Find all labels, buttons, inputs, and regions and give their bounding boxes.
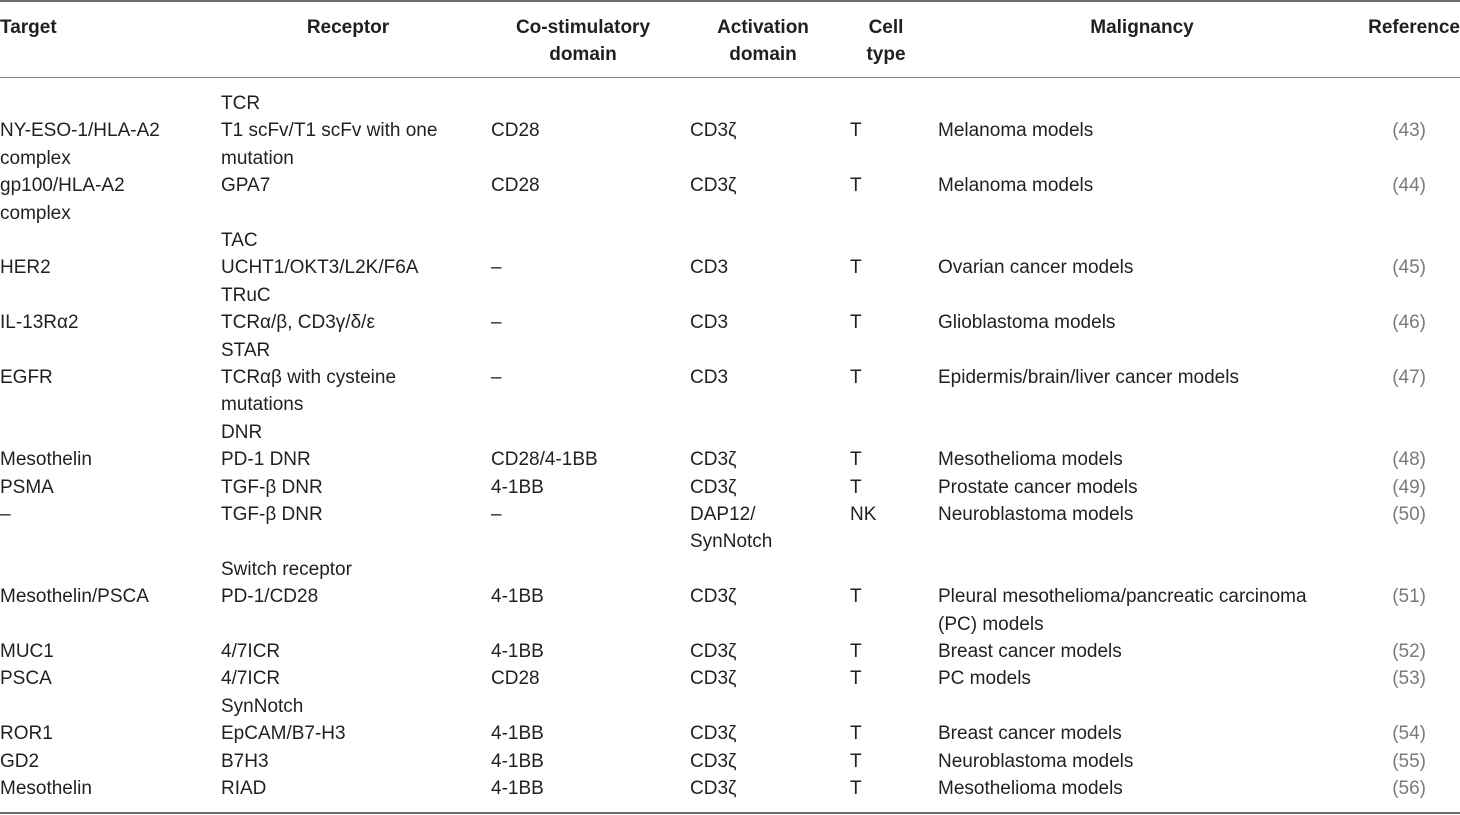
cell-celltype: T [850,668,862,690]
cell-reference [1392,117,1426,144]
cell-activation [690,254,728,281]
cell-receptor-line: TGF-β DNR [221,476,323,498]
header-divider-rule [0,77,1460,78]
header-malignancy: Malignancy [1090,17,1194,38]
cell-activation [690,638,736,665]
cell-reference [1392,583,1426,610]
cell-receptor-line: TGF-β DNR [221,504,323,525]
cell-costim: 4-1BB [491,586,544,608]
cell-reference [1392,446,1426,473]
reference-close-paren: ) [1419,504,1426,525]
header-receptor: Receptor [306,17,390,38]
cell-target-line: – [0,504,11,525]
cell-activation [690,309,728,336]
cell-receptor-line: GPA7 [221,175,271,197]
cell-target [0,501,11,528]
cell-costim: 4-1BB [491,723,544,745]
cell-costim: 4-1BB [491,750,544,772]
cell-target-line: gp100/HLA-A2 [0,175,125,197]
cell-activation-line: CD3 [690,367,729,388]
cell-costim: CD28 [491,668,540,690]
cell-costim: 4-1BB [491,476,544,498]
cell-activation [690,501,772,556]
cell-celltype: T [850,723,862,745]
cell-target-line: Mesothelin/PSCA [0,586,149,608]
cell-costim: – [491,367,502,388]
cell-target-line: EGFR [0,367,53,388]
reference-open-paren: ( [1392,367,1399,388]
header-activation-line2: domain [729,44,797,65]
reference-open-paren: ( [1392,476,1399,498]
cell-receptor-line: 4/7ICR [221,668,281,690]
cell-receptor-line: EpCAM/B7-H3 [221,723,346,745]
cell-target [0,309,79,336]
cell-celltype: T [850,778,862,799]
cell-target-line: PSMA [0,476,54,498]
cell-receptor-line: RIAD [221,778,267,799]
table-top-rule [0,0,1460,2]
cell-costim: CD28 [491,175,540,197]
cell-celltype: T [850,367,862,388]
cell-target-line: PSCA [0,668,52,690]
cell-activation-line: CD3ζ [690,449,737,471]
cell-malignancy [938,117,1093,144]
cell-malignancy-line: Neuroblastoma models [938,750,1134,772]
cell-target [0,474,54,501]
receptor-group-label: TAC [221,230,258,251]
receptor-group-label: TCR [221,93,261,114]
cell-receptor [221,364,396,419]
cell-activation-line: DAP12/ [690,504,756,525]
reference-link[interactable]: 46 [1398,312,1420,334]
cell-receptor [221,748,269,775]
cell-reference [1392,501,1426,528]
cell-target-line: MUC1 [0,641,54,662]
cell-activation [690,775,736,802]
cell-target [0,446,92,473]
cell-activation [690,474,736,501]
cell-receptor-line: TCRαβ with cysteine [221,367,397,388]
cell-celltype: T [850,641,862,662]
reference-link[interactable]: 53 [1398,668,1420,690]
cell-receptor-line: UCHT1/OKT3/L2K/F6A [221,257,419,279]
cell-malignancy-line: Melanoma models [938,175,1094,197]
reference-open-paren: ( [1392,668,1399,690]
reference-link[interactable]: 50 [1398,504,1420,525]
reference-close-paren: ) [1419,750,1426,772]
reference-open-paren: ( [1392,586,1399,608]
cell-malignancy-line: Ovarian cancer models [938,257,1134,279]
cell-target-line: Mesothelin [0,778,92,799]
cell-receptor [221,501,323,528]
cell-activation [690,364,728,391]
header-reference: Reference [1368,17,1460,38]
header-target: Target [0,17,57,38]
cell-receptor [221,446,311,473]
reference-close-paren: ) [1419,641,1426,662]
reference-close-paren: ) [1419,175,1426,197]
header-celltype-line2: type [866,44,906,65]
cell-costim: – [491,257,502,279]
cell-celltype: T [850,476,862,498]
reference-open-paren: ( [1392,723,1399,745]
cell-target [0,748,39,775]
header-costim-line2: domain [549,44,617,65]
cell-target [0,583,149,610]
reference-link[interactable]: 49 [1398,476,1420,498]
cell-malignancy-line: PC models [938,668,1031,690]
cell-reference [1392,665,1426,692]
header-celltype-line1: Cell [868,17,904,38]
cell-malignancy [938,364,1239,391]
reference-close-paren: ) [1419,257,1426,279]
cell-activation-line: SynNotch [690,531,773,553]
reference-link[interactable]: 55 [1398,750,1420,772]
reference-close-paren: ) [1419,778,1426,799]
reference-open-paren: ( [1392,750,1399,772]
receptor-group-label: SynNotch [221,695,304,717]
receptor-group-label: STAR [221,339,271,361]
reference-link[interactable]: 47 [1398,367,1420,388]
cell-activation [690,583,736,610]
reference-close-paren: ) [1419,449,1426,471]
reference-close-paren: ) [1419,312,1426,334]
cell-activation-line: CD3 [690,257,729,279]
cell-receptor-line: PD-1 DNR [221,449,311,471]
cell-malignancy-line: Melanoma models [938,120,1094,142]
reference-link[interactable]: 43 [1398,120,1420,142]
cell-malignancy [938,665,1031,692]
cell-malignancy [938,446,1123,473]
reference-close-paren: ) [1419,476,1426,498]
cell-target [0,364,53,391]
cell-malignancy-line: Neuroblastoma models [938,504,1134,525]
cell-reference [1392,172,1426,199]
cell-activation [690,446,736,473]
cell-activation-line: CD3ζ [690,641,737,662]
cell-receptor-line: mutation [221,147,294,169]
reference-close-paren: ) [1419,668,1426,690]
cell-receptor [221,117,437,172]
cell-target-line: complex [0,202,71,224]
reference-link[interactable]: 48 [1398,449,1420,471]
table-bottom-rule [0,812,1460,814]
reference-close-paren: ) [1419,723,1426,745]
cell-activation-line: CD3ζ [690,175,737,197]
cell-target [0,775,92,802]
reference-open-paren: ( [1392,449,1399,471]
cell-malignancy [938,172,1093,199]
reference-link[interactable]: 45 [1398,257,1420,279]
reference-close-paren: ) [1419,586,1426,608]
cell-celltype: T [850,750,862,772]
cell-malignancy [938,474,1138,501]
cell-activation [690,748,736,775]
cell-target [0,665,52,692]
cell-malignancy-line: Prostate cancer models [938,476,1138,498]
cell-target-line: NY-ESO-1/HLA-A2 [0,120,160,142]
reference-link[interactable]: 44 [1398,175,1420,197]
cell-activation [690,172,736,199]
cell-receptor-line: TCRα/β, CD3γ/δ/ε [221,312,375,334]
cell-malignancy-line: Epidermis/brain/liver cancer models [938,367,1239,388]
reference-open-paren: ( [1392,257,1399,279]
cell-celltype: T [850,120,862,142]
cell-malignancy [938,309,1115,336]
cell-target-line: Mesothelin [0,449,92,471]
header-activation [705,14,821,68]
cell-receptor [221,254,418,281]
cell-reference [1392,775,1426,802]
cell-celltype: NK [850,504,877,525]
cell-receptor-line: mutations [221,394,304,416]
cell-malignancy-line: Breast cancer models [938,641,1122,662]
cell-reference [1392,364,1426,391]
cell-celltype: T [850,175,862,197]
cell-activation-line: CD3ζ [690,668,737,690]
cell-malignancy-line: Breast cancer models [938,723,1122,745]
cell-receptor [221,775,266,802]
cell-activation-line: CD3ζ [690,778,737,799]
cell-activation-line: CD3 [690,312,729,334]
cell-target-line: GD2 [0,750,40,772]
cell-receptor [221,638,280,665]
cell-activation-line: CD3ζ [690,120,737,142]
reference-open-paren: ( [1392,312,1399,334]
cell-receptor-line: B7H3 [221,750,269,772]
cell-activation [690,117,736,144]
cell-target-line: HER2 [0,257,51,279]
cell-malignancy [938,254,1133,281]
cell-costim: – [491,504,502,525]
reference-link[interactable]: 51 [1398,586,1420,608]
cell-costim: 4-1BB [491,641,544,662]
cell-malignancy-line: (PC) models [938,613,1044,635]
cell-reference [1392,474,1426,501]
reference-open-paren: ( [1392,778,1399,799]
receptor-group-label: DNR [221,421,263,443]
header-activation-line1: Activation [717,17,809,38]
reference-close-paren: ) [1419,120,1426,142]
cell-receptor [221,309,375,336]
reference-link[interactable]: 52 [1398,641,1420,662]
cell-malignancy [938,720,1122,747]
reference-open-paren: ( [1392,175,1399,197]
cell-activation-line: CD3ζ [690,750,737,772]
cell-reference [1392,638,1426,665]
cell-target-line: complex [0,147,71,169]
reference-open-paren: ( [1392,120,1399,142]
cell-reference [1392,748,1426,775]
cell-receptor [221,583,318,610]
cell-costim: CD28/4-1BB [491,449,598,471]
cell-reference [1392,309,1426,336]
cell-receptor [221,720,346,747]
header-celltype [858,14,914,68]
reference-link[interactable]: 56 [1398,778,1420,799]
cell-target [0,638,54,665]
cell-activation-line: CD3ζ [690,723,737,745]
cell-costim: CD28 [491,120,540,142]
cell-celltype: T [850,257,862,279]
cell-target [0,117,160,172]
cell-activation [690,720,736,747]
cell-reference [1392,254,1426,281]
cell-activation [690,665,736,692]
cell-target-line: IL-13Rα2 [0,312,79,334]
cell-target-line: ROR1 [0,723,53,745]
cell-malignancy-line: Mesothelioma models [938,778,1123,799]
reference-link[interactable]: 54 [1398,723,1420,745]
cell-target [0,254,51,281]
cell-malignancy [938,638,1122,665]
cell-receptor [221,172,270,199]
cell-costim: – [491,312,502,334]
header-costim-line1: Co-stimulatory [515,17,651,38]
receptor-group-label: Switch receptor [221,558,352,580]
cell-malignancy-line: Pleural mesothelioma/pancreatic carcinoma [938,586,1307,608]
reference-open-paren: ( [1392,504,1399,525]
cell-activation-line: CD3ζ [690,586,737,608]
cell-malignancy-line: Glioblastoma models [938,312,1116,334]
cell-reference [1392,720,1426,747]
cell-target [0,720,53,747]
cell-celltype: T [850,312,862,334]
cell-receptor-line: PD-1/CD28 [221,586,319,608]
cell-celltype: T [850,449,862,471]
cell-activation-line: CD3ζ [690,476,737,498]
cell-malignancy [938,775,1123,802]
cell-malignancy [938,501,1133,528]
receptor-group-label: TRuC [221,284,271,306]
cell-malignancy [938,583,1307,638]
cell-receptor [221,474,323,501]
cell-malignancy [938,748,1133,775]
cell-receptor-line: 4/7ICR [221,641,281,662]
reference-open-paren: ( [1392,641,1399,662]
cell-celltype: T [850,586,862,608]
cell-malignancy-line: Mesothelioma models [938,449,1123,471]
cell-target [0,172,125,227]
header-costim [505,14,661,68]
cell-receptor-line: T1 scFv/T1 scFv with one [221,120,438,142]
cell-receptor [221,665,280,692]
reference-close-paren: ) [1419,367,1426,388]
cell-costim: 4-1BB [491,778,544,799]
